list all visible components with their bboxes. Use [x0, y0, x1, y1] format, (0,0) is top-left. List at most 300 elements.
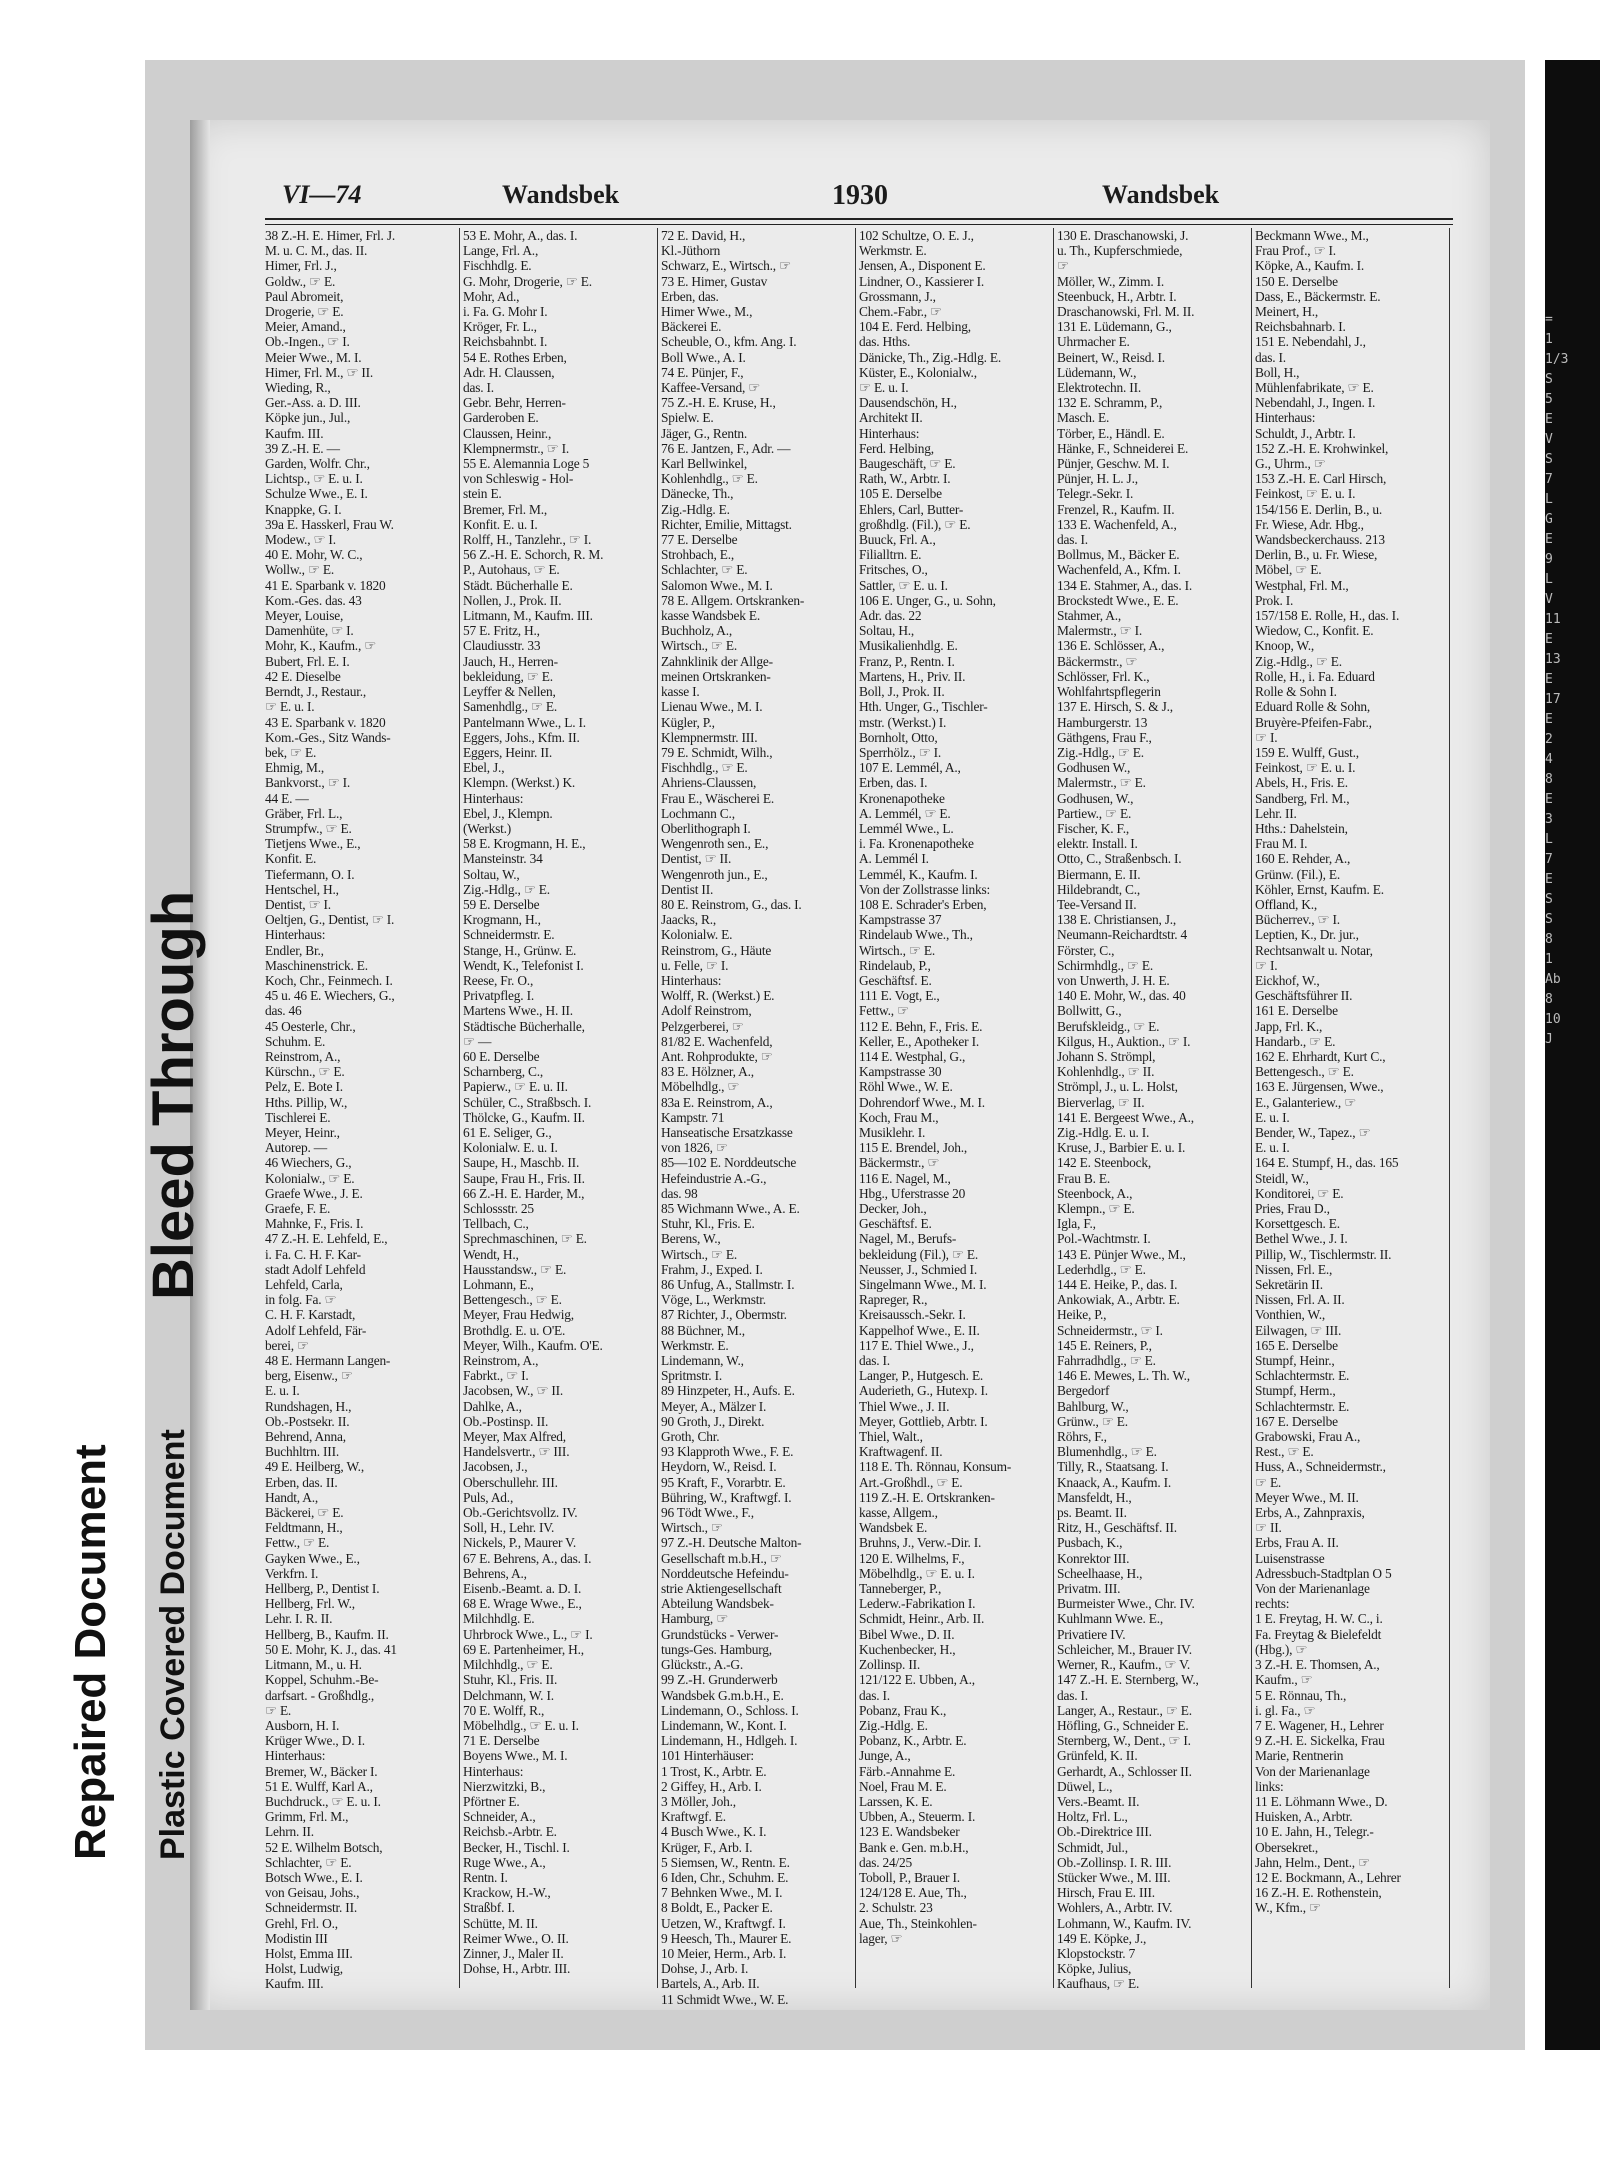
directory-entry: Frau M. I. — [1255, 836, 1308, 852]
directory-entry: Scheelhaase, H., — [1057, 1565, 1143, 1581]
directory-entry: Filialltrn. E. — [859, 547, 922, 563]
directory-entry: Abels, H., Fris. E. — [1255, 775, 1348, 791]
directory-entry: i. gl. Fa., ☞ — [1255, 1702, 1316, 1718]
directory-entry: Stücker Wwe., M. III. — [1057, 1869, 1171, 1885]
directory-entry: 150 E. Derselbe — [1255, 273, 1338, 289]
directory-entry: 43 E. Sparbank v. 1820 — [265, 714, 386, 730]
directory-entry: Koch, Frau M., — [859, 1109, 939, 1125]
directory-entry: Privatpfleg. I. — [463, 988, 535, 1004]
directory-entry: Nagel, M., Berufs- — [859, 1231, 957, 1247]
directory-entry: Schuldt, J., Arbtr. I. — [1255, 425, 1356, 441]
directory-entry: 116 E. Nagel, M., — [859, 1170, 951, 1186]
directory-entry: Milchhdlg. E. — [463, 1611, 535, 1627]
directory-entry: Werkmstr. E. — [859, 243, 927, 259]
directory-entry: Dentist, ☞ II. — [661, 851, 732, 867]
directory-entry: Grossmann, J., — [859, 288, 936, 304]
directory-entry: 39 Z.-H. E. — — [265, 440, 340, 456]
directory-entry: 149 E. Köpke, J., — [1057, 1930, 1147, 1946]
directory-entry: Erben, das. II. — [265, 1474, 338, 1490]
directory-entry: ☞ E. — [1255, 1474, 1282, 1490]
directory-entry: Tietjens Wwe., E., — [265, 836, 361, 852]
directory-entry: 2 Giffey, H., Arb. I. — [661, 1778, 762, 1794]
directory-entry: 117 E. Thiel Wwe., J., — [859, 1337, 974, 1353]
directory-entry: Kom.-Ges., Sitz Wands- — [265, 729, 391, 745]
page-header — [282, 178, 1452, 218]
directory-entry: Jäger, G., Rentn. — [661, 425, 748, 441]
directory-entry: Klempn., ☞ E. — [1057, 1201, 1135, 1216]
directory-entry: Eggers, Heinr. II. — [463, 744, 552, 760]
directory-entry: links: — [1255, 1778, 1284, 1794]
directory-entry: Koppel, Schuhm.-Be- — [265, 1672, 379, 1688]
directory-entry: Nollen, J., Prok. II. — [463, 592, 562, 608]
directory-entry: Garden, Wolfr. Chr., — [265, 456, 370, 472]
directory-entry: Grünfeld, K. II. — [1057, 1748, 1138, 1764]
directory-entry: u. Felle, ☞ I. — [661, 957, 729, 973]
directory-entry: Drogerie, ☞ E. — [265, 304, 344, 320]
directory-entry: Kaufm., ☞ — [1255, 1672, 1313, 1688]
directory-entry: Möbelhdlg., ☞ — [661, 1079, 740, 1095]
directory-entry: Erben, das. I. — [859, 775, 928, 791]
directory-entry: Ob.-Zollinsp. I. R. III. — [1057, 1854, 1172, 1870]
directory-entry: Bremer, Frl. M., — [463, 501, 548, 517]
directory-entry: Godhusen W., — [1057, 760, 1131, 776]
directory-entry: Garderoben E. — [463, 410, 539, 426]
directory-entry: Ger.-Ass. a. D. III. — [265, 395, 361, 411]
directory-entry: 151 E. Nebendahl, J., — [1255, 334, 1366, 350]
directory-entry: Schneidermstr., ☞ I. — [1057, 1322, 1163, 1338]
directory-entry: Sandberg, Frl. M., — [1255, 790, 1350, 806]
directory-entry: 38 Z.-H. E. Himer, Frl. J. — [265, 228, 396, 243]
directory-entry: Keller, E., Apotheker I. — [859, 1033, 979, 1049]
directory-entry: (Werkst.) — [463, 820, 512, 836]
directory-entry: Kolonialw. E. u. I. — [463, 1140, 558, 1156]
directory-entry: Gayken Wwe., E., — [265, 1550, 360, 1566]
directory-entry: Knaack, A., Kaufm. I. — [1057, 1474, 1172, 1490]
directory-entry: Kügler, P., — [661, 714, 715, 730]
directory-entry: 133 E. Wachenfeld, A., — [1057, 516, 1177, 532]
directory-entry: Knappke, G. I. — [265, 501, 342, 517]
directory-entry: Wandsbeckerchauss. 213 — [1255, 532, 1385, 548]
directory-entry: 154/156 E. Derlin, B., u. — [1255, 501, 1383, 517]
directory-entry: Hellberg, Frl. W., — [265, 1596, 355, 1612]
directory-entry: Fr. Wiese, Adr. Hbg., — [1255, 516, 1364, 532]
directory-entry: Kolonialw., ☞ E. — [265, 1170, 355, 1186]
directory-entry: Lindemann, H., Hdlgeh. I. — [661, 1733, 798, 1749]
directory-entry: 49 E. Heilberg, W., — [265, 1459, 364, 1475]
directory-entry: W., Kfm., ☞ — [1255, 1900, 1321, 1916]
directory-entry: Dohse, J., Arb. I. — [661, 1961, 749, 1977]
directory-entry: 140 E. Mohr, W., das. 40 — [1057, 988, 1186, 1004]
directory-entry: 123 E. Wandsbeker — [859, 1824, 960, 1840]
directory-entry: 160 E. Rehder, A., — [1255, 851, 1351, 867]
directory-entry: Thölcke, G., Kaufm. II. — [463, 1109, 585, 1125]
directory-entry: Kappelhof Wwe., E. II. — [859, 1322, 980, 1338]
directory-column-2 — [460, 228, 658, 1988]
directory-entry: Adolf Reinstrom, — [661, 1003, 752, 1019]
directory-entry: Fa. Freytag & Bielefeldt — [1255, 1626, 1382, 1642]
directory-entry: Rechtsanwalt u. Notar, — [1255, 942, 1373, 958]
directory-entry: 5 E. Rönnau, Th., — [1255, 1687, 1347, 1703]
directory-entry: 99 Z.-H. Grunderwerb — [661, 1672, 778, 1688]
directory-entry: 145 E. Reiners, P., — [1057, 1337, 1152, 1353]
directory-entry: Gräber, Frl. L., — [265, 805, 343, 821]
directory-entry: 1 E. Freytag, H. W. C., i. — [1255, 1611, 1383, 1627]
directory-entry: 101 Hinterhäuser: — [661, 1748, 754, 1764]
directory-entry: Architekt II. — [859, 410, 923, 426]
directory-entry: Nissen, Frl. A. II. — [1255, 1292, 1345, 1308]
directory-entry: 77 E. Derselbe — [661, 532, 738, 548]
directory-entry: 2. Schulstr. 23 — [859, 1900, 933, 1916]
directory-entry: 45 Oesterle, Chr., — [265, 1018, 356, 1034]
directory-entry: Möbelhdlg., ☞ E. u. I. — [463, 1717, 579, 1733]
directory-entry: strie Aktiengesellschaft — [661, 1581, 782, 1597]
directory-entry: 57 E. Fritz, H., — [463, 623, 540, 639]
directory-entry: Adr. H. Claussen, — [463, 364, 555, 380]
directory-entry: Kohlenhdlg., ☞ E. — [661, 471, 758, 487]
directory-entry: Ehmig, M., — [265, 760, 325, 776]
directory-entry: Junge, A., — [859, 1748, 911, 1764]
directory-entry: Igla, F., — [1057, 1216, 1096, 1232]
directory-entry: Eggers, Johs., Kfm. II. — [463, 729, 580, 745]
directory-entry: Bäckerei, ☞ E. — [265, 1505, 344, 1521]
directory-entry: ☞ — — [463, 1033, 492, 1049]
directory-entry: ☞ E. — [265, 1702, 292, 1718]
directory-entry: 42 E. Dieselbe — [265, 668, 341, 684]
directory-entry: Hirsch, Frau E. III. — [1057, 1885, 1155, 1901]
directory-entry: Köpke, A., Kaufm. I. — [1255, 258, 1365, 274]
directory-entry: Städtische Bücherhalle, — [463, 1018, 585, 1034]
directory-entry: Hellberg, B., Kaufm. II. — [265, 1626, 389, 1642]
directory-entry: 8 Boldt, E., Packer E. — [661, 1900, 773, 1916]
directory-entry: Schüler, C., Straßbsch. I. — [463, 1094, 592, 1110]
directory-entry: Neusser, J., Schmied I. — [859, 1261, 977, 1277]
directory-entry: Lederw.-Fabrikation I. — [859, 1596, 976, 1612]
directory-entry: Meier Wwe., M. I. — [265, 349, 362, 365]
directory-entry: Mühlenfabrikate, ☞ E. — [1255, 380, 1374, 396]
directory-entry: Hinterhaus: — [265, 1748, 326, 1764]
directory-entry: Kampstr. 71 — [661, 1109, 725, 1125]
directory-entry: 105 E. Derselbe — [859, 486, 942, 502]
directory-entry: 61 E. Seliger, G., — [463, 1124, 552, 1140]
directory-entry: Gerhardt, A., Schlosser II. — [1057, 1763, 1192, 1779]
directory-entry: Himer, Frl. M., ☞ II. — [265, 364, 374, 380]
directory-entry: 143 E. Pünjer Wwe., M., — [1057, 1246, 1186, 1262]
directory-entry: Holst, Ludwig, — [265, 1961, 343, 1977]
directory-entry: Tiefermann, O. I. — [265, 866, 355, 882]
directory-entry: von Schleswig - Hol- — [463, 471, 574, 487]
directory-entry: Bollwitt, G., — [1057, 1003, 1122, 1019]
directory-entry: Bornholt, Otto, — [859, 729, 938, 745]
directory-entry: Soll, H., Lehr. IV. — [463, 1520, 555, 1536]
directory-entry: Oeltjen, G., Dentist, ☞ I. — [265, 912, 395, 928]
directory-entry: 83 E. Hölzner, A., — [661, 1064, 754, 1080]
directory-entry: Boll, H., — [1255, 364, 1300, 380]
directory-entry: Litmann, M., u. H. — [265, 1657, 362, 1673]
directory-entry: Tee-Versand II. — [1057, 896, 1137, 912]
directory-entry: Kohlenhdlg., ☞ II. — [1057, 1064, 1155, 1080]
directory-entry: Malermstr., ☞ E. — [1057, 775, 1146, 791]
directory-entry: Pünjer, H. L. J., — [1057, 471, 1138, 487]
directory-entry: E. u. I. — [265, 1383, 300, 1399]
directory-entry: Grünw., ☞ E. — [1057, 1413, 1128, 1429]
directory-entry: Elektrotechn. II. — [1057, 380, 1141, 396]
directory-entry: Klempnermstr., ☞ I. — [463, 440, 570, 456]
directory-entry: Lehrn. II. — [265, 1824, 314, 1840]
directory-entry: 40 E. Mohr, W. C., — [265, 547, 363, 563]
directory-entry: Fischhdlg. E. — [463, 258, 532, 274]
directory-entry: Westphal, Frl. M., — [1255, 577, 1349, 593]
directory-entry: Wandsbek E. — [859, 1520, 928, 1536]
directory-entry: Claudiusstr. 33 — [463, 638, 541, 654]
directory-entry: tungs-Ges. Hamburg, — [661, 1641, 772, 1657]
directory-entry: Lehr. II. — [1255, 805, 1297, 821]
directory-entry: ☞ II. — [1255, 1520, 1282, 1536]
directory-entry: Rentn. I. — [463, 1869, 508, 1885]
directory-entry: Jensen, A., Disponent E. — [859, 258, 986, 274]
directory-entry: Berndt, J., Restaur., — [265, 684, 367, 700]
directory-entry: Wachenfeld, A., Kfm. I. — [1057, 562, 1181, 578]
directory-entry: Zinner, J., Maler II. — [463, 1945, 564, 1961]
directory-entry: 165 E. Derselbe — [1255, 1337, 1338, 1353]
directory-entry: Zig.-Hdlg., ☞ E. — [463, 881, 550, 897]
directory-entry: Jacobsen, J., — [463, 1459, 528, 1475]
directory-entry: 102 Schultze, O. E. J., — [859, 228, 974, 243]
directory-entry: stadt Adolf Lehfeld — [265, 1261, 366, 1277]
directory-entry: Marie, Rentnerin — [1255, 1748, 1344, 1764]
directory-entry: Musiklehr. I. — [859, 1124, 926, 1140]
directory-entry: Reichsbahnbt. I. — [463, 334, 548, 350]
directory-entry: Offland, K., — [1255, 896, 1318, 912]
directory-entry: Auderieth, G., Hutexp. I. — [859, 1383, 988, 1399]
directory-entry: Kom.-Ges. das. 43 — [265, 592, 362, 608]
directory-entry: Lemmél Wwe., L. — [859, 820, 954, 836]
directory-entry: 78 E. Allgem. Ortskranken- — [661, 592, 805, 608]
directory-entry: Langer, A., Restaur., ☞ E. — [1057, 1702, 1192, 1718]
directory-entry: Reimer Wwe., O. II. — [463, 1930, 569, 1946]
directory-entry: das. I. — [463, 380, 494, 396]
directory-entry: Kaufhaus, ☞ E. — [1057, 1976, 1140, 1992]
directory-entry: Handelsvertr., ☞ III. — [463, 1444, 570, 1460]
directory-entry: Adressbuch-Stadtplan O 5 — [1255, 1565, 1392, 1581]
directory-entry: Lichtsp., ☞ E. u. I. — [265, 471, 363, 487]
directory-entry: ☞ E. u. I. — [859, 380, 909, 396]
directory-entry: elektr. Install. I. — [1057, 836, 1138, 852]
directory-entry: 51 E. Wulff, Karl A., — [265, 1778, 373, 1794]
directory-entry: 44 E. — — [265, 790, 309, 806]
directory-entry: 85 Wichmann Wwe., A. E. — [661, 1201, 800, 1216]
directory-entry: Hellberg, P., Dentist I. — [265, 1581, 380, 1597]
directory-entry: E. u. I. — [1255, 1109, 1290, 1125]
directory-entry: Glückstr., A.-G. — [661, 1657, 743, 1673]
directory-entry: 50 E. Mohr, K. J., das. 41 — [265, 1641, 397, 1657]
directory-entry: Ferd. Helbing, — [859, 440, 934, 456]
directory-entry: Reichsbahnarb. I. — [1255, 319, 1346, 335]
directory-entry: G. Mohr, Drogerie, ☞ E. — [463, 273, 592, 289]
directory-entry: Art.-Großhdl., ☞ E. — [859, 1474, 963, 1490]
directory-entry: Wirtsch., ☞ E. — [661, 1246, 737, 1262]
directory-entry: Dausendschön, H., — [859, 395, 957, 411]
directory-entry: Pol.-Wachtmstr. I. — [1057, 1231, 1151, 1247]
directory-entry: Stahmer, A., — [1057, 608, 1122, 624]
directory-entry: Strömpl, J., u. L. Holst, — [1057, 1079, 1178, 1095]
header-rule-thin — [265, 224, 1453, 225]
directory-entry: das. I. — [859, 1353, 890, 1369]
directory-entry: 59 E. Derselbe — [463, 896, 540, 912]
directory-entry: Larssen, K. E. — [859, 1793, 933, 1809]
directory-entry: Adolf Lehfeld, Fär- — [265, 1322, 367, 1338]
directory-entry: Zollinsp. II. — [859, 1657, 920, 1673]
directory-entry: 93 Klapproth Wwe., F. E. — [661, 1444, 794, 1460]
directory-entry: Baugeschäft, ☞ E. — [859, 456, 956, 472]
header-left-title: Wandsbek — [502, 180, 620, 209]
directory-entry: Dänecke, Th., — [661, 486, 734, 502]
directory-entry: 1 Trost, K., Arbtr. E. — [661, 1763, 767, 1779]
directory-entry: Zig.-Hdlg., ☞ E. — [1057, 744, 1144, 760]
directory-entry: das. 98 — [661, 1185, 698, 1201]
directory-entry: Werner, R., Kaufm., ☞ V. — [1057, 1657, 1191, 1673]
directory-entry: Rolle & Sohn I. — [1255, 684, 1337, 700]
directory-entry: Korsettgesch. E. — [1255, 1216, 1340, 1232]
directory-entry: Partiew., ☞ E. — [1057, 805, 1132, 821]
directory-entry: Von der Zollstrasse links: — [859, 881, 991, 897]
directory-entry: 67 E. Behrens, A., das. I. — [463, 1550, 592, 1566]
directory-entry: Meyer Wwe., M. II. — [1255, 1489, 1359, 1505]
directory-entry: Bahlburg, W., — [1057, 1398, 1129, 1414]
directory-entry: Bäckerei E. — [661, 319, 722, 335]
directory-entry: Sekretärin II. — [1255, 1277, 1323, 1293]
directory-entry: Kraftwagenf. II. — [859, 1444, 943, 1460]
directory-entry: Paul Abromeit, — [265, 288, 344, 304]
directory-entry: 146 E. Mewes, L. Th. W., — [1057, 1368, 1190, 1384]
directory-entry: 9 Heesch, Th., Maurer E. — [661, 1930, 792, 1946]
directory-entry: 79 E. Schmidt, Wilh., — [661, 744, 773, 760]
directory-entry: Ob.-Postsekr. II. — [265, 1413, 350, 1429]
directory-entry: Thiel Wwe., J. II. — [859, 1398, 950, 1414]
directory-entry: Sperrhölz., ☞ I. — [859, 744, 942, 760]
directory-entry: Bettengesch., ☞ E. — [463, 1292, 562, 1308]
directory-entry: Wirtsch., ☞ E. — [859, 942, 935, 958]
directory-entry: Wieding, R., — [265, 380, 331, 396]
directory-entry: das. I. — [1057, 532, 1088, 548]
directory-entry: Straßbf. I. — [463, 1900, 515, 1916]
directory-entry: i. Fa. Kronenapotheke — [859, 836, 974, 852]
directory-entry: Hinterhaus: — [463, 790, 524, 806]
directory-entry: Masch. E. — [1057, 410, 1110, 426]
directory-entry: Konrektor III. — [1057, 1550, 1130, 1566]
directory-entry: Erbs, Frau A. II. — [1255, 1535, 1339, 1551]
directory-entry: ☞ — [1057, 258, 1069, 274]
directory-entry: i. Fa. G. Mohr I. — [463, 304, 548, 320]
directory-entry: Wengenroth sen., E., — [661, 836, 769, 852]
directory-entry: Koch, Chr., Feinmech. I. — [265, 972, 393, 988]
directory-entry: Kl.-Jüthorn — [661, 243, 721, 259]
directory-entry: 71 E. Derselbe — [463, 1733, 540, 1749]
directory-entry: Ahriens-Claussen, — [661, 775, 757, 791]
directory-entry: 86 Unfug, A., Stallmstr. I. — [661, 1277, 795, 1293]
directory-entry: 11 E. Löhmann Wwe., D. — [1255, 1793, 1388, 1809]
directory-entry: Heike, P., — [1057, 1307, 1107, 1323]
directory-entry: Grabowski, Frau A., — [1255, 1429, 1361, 1445]
directory-entry: kasse, Allgem., — [859, 1505, 938, 1521]
directory-entry: 162 E. Ehrhardt, Kurt C., — [1255, 1048, 1386, 1064]
directory-entry: Thiel, Walt., — [859, 1429, 923, 1445]
directory-entry: Pelz, E. Bote I. — [265, 1079, 343, 1095]
header-rule — [265, 218, 1453, 220]
directory-entry: 114 E. Westphal, G., — [859, 1048, 966, 1064]
directory-entry: 130 E. Draschanowski, J. — [1057, 228, 1189, 243]
directory-entry: Pförtner E. — [463, 1793, 520, 1809]
directory-entry: Tanneberger, P., — [859, 1581, 942, 1597]
directory-column-1 — [262, 228, 460, 1992]
directory-entry: Pillip, W., Tischlermstr. II. — [1255, 1246, 1392, 1262]
directory-entry: 89 Hinzpeter, H., Aufs. E. — [661, 1383, 795, 1399]
directory-entry: Stange, H., Grünw. E. — [463, 942, 577, 958]
directory-entry: Dohrendorf Wwe., M. I. — [859, 1094, 985, 1110]
directory-entry: Köhler, Ernst, Kaufm. E. — [1255, 881, 1384, 897]
directory-entry: Modew., ☞ I. — [265, 532, 336, 548]
directory-entry: 132 E. Schramm, P., — [1057, 395, 1163, 411]
directory-entry: Möller, W., Zimm. I. — [1057, 273, 1165, 289]
directory-entry: Vonthien, W., — [1255, 1307, 1326, 1323]
directory-entry: Kürschn., ☞ E. — [265, 1064, 345, 1080]
directory-entry: Hanseatische Ersatzkasse — [661, 1124, 793, 1140]
directory-entry: Samenhdlg., ☞ E. — [463, 699, 557, 715]
directory-entry: Schmidt, Heinr., Arb. II. — [859, 1611, 985, 1627]
directory-entry: Frau E., Wäscherei E. — [661, 790, 775, 806]
directory-entry: 124/128 E. Aue, Th., — [859, 1885, 967, 1901]
directory-entry: Hinterhaus: — [859, 425, 920, 441]
directory-entry: 119 Z.-H. E. Ortskranken- — [859, 1489, 995, 1505]
directory-entry: Dohse, H., Arbtr. III. — [463, 1961, 571, 1977]
directory-entry: Dass, E., Bäckermstr. E. — [1255, 288, 1381, 304]
directory-entry: 72 E. David, H., — [661, 228, 746, 243]
directory-entry: ☞ I. — [1255, 957, 1278, 973]
directory-entry: 134 E. Stahmer, A., das. I. — [1057, 577, 1193, 593]
directory-entry: Leptien, K., Dr. jur., — [1255, 927, 1359, 943]
header-right-title: Wandsbek — [1102, 180, 1220, 209]
directory-entry: 159 E. Wulff, Gust., — [1255, 744, 1359, 760]
directory-entry: Himer Wwe., M., — [661, 304, 753, 320]
directory-entry: Holst, Emma III. — [265, 1945, 353, 1961]
directory-entry: Decker, Joh., — [859, 1201, 927, 1216]
directory-entry: 53 E. Mohr, A., das. I. — [463, 228, 578, 243]
directory-entry: Dänicke, Th., Zig.-Hdlg. E. — [859, 349, 1001, 365]
directory-entry: M. u. C. M., das. II. — [265, 243, 368, 259]
directory-entry: Stumpf, Heinr., — [1255, 1353, 1335, 1369]
directory-entry: Beinert, W., Reisd. I. — [1057, 349, 1165, 365]
directory-entry: Modistin III — [265, 1930, 328, 1946]
directory-entry: Werkmstr. E. — [661, 1337, 729, 1353]
directory-entry: Mohr, Ad., — [463, 288, 520, 304]
directory-entry: Höfling, G., Schneider E. — [1057, 1717, 1189, 1733]
directory-entry: 11 Schmidt Wwe., W. E. — [661, 1991, 789, 2007]
directory-entry: Derlin, B., u. Fr. Wiese, — [1255, 547, 1378, 563]
directory-entry: Dentist, ☞ I. — [265, 896, 331, 912]
directory-entry: Pobanz, Frau K., — [859, 1702, 947, 1718]
directory-entry: Boll Wwe., A. I. — [661, 349, 746, 365]
directory-entry: Kampstrasse 37 — [859, 912, 942, 928]
directory-entry: Hentschel, H., — [265, 881, 339, 897]
directory-entry: Geschäftsf. E. — [859, 972, 932, 988]
directory-entry: 147 Z.-H. E. Sternberg, W., — [1057, 1672, 1199, 1688]
directory-entry: Mansteinstr. 34 — [463, 851, 543, 867]
directory-entry: kasse I. — [661, 684, 700, 700]
directory-entry: Schuhm. E. — [265, 1033, 326, 1049]
directory-entry: 107 E. Lemmél, A., — [859, 760, 961, 776]
directory-entry: Saupe, H., Maschb. II. — [463, 1155, 580, 1171]
directory-entry: Wirtsch., ☞ — [661, 1520, 723, 1536]
directory-entry: Gebr. Behr, Herren- — [463, 395, 566, 411]
